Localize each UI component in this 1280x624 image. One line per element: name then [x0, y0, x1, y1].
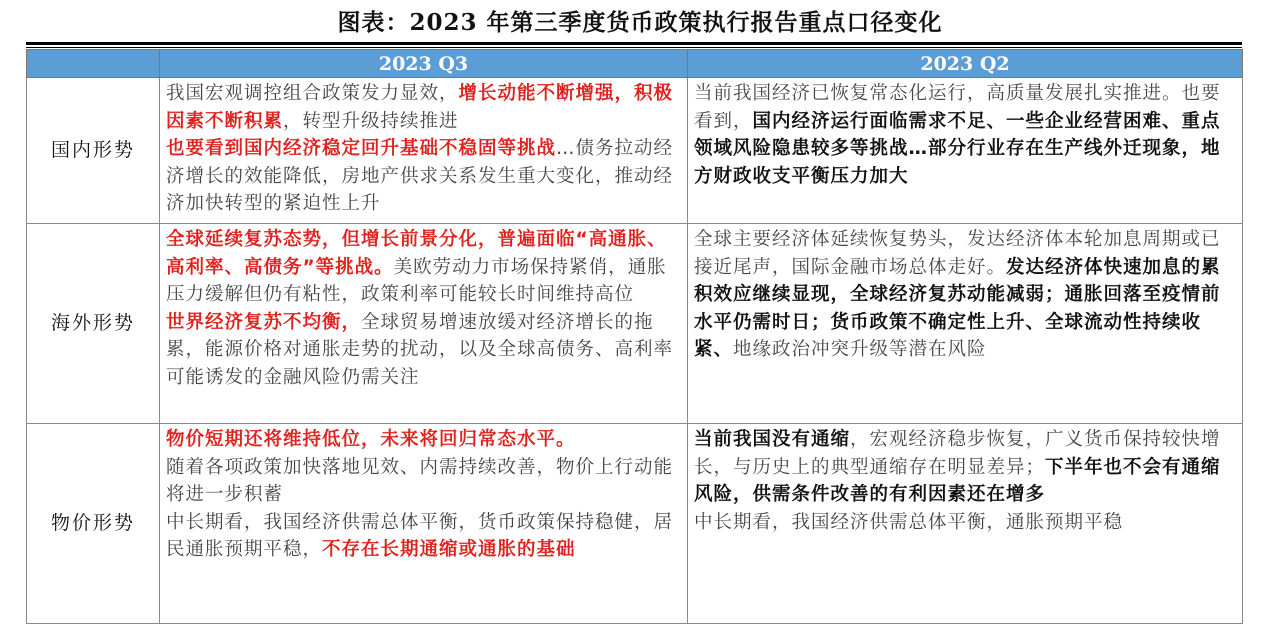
header-q2: 2023 Q2	[688, 50, 1243, 78]
page-title: 图表：2023 年第三季度货币政策执行报告重点口径变化	[337, 9, 943, 36]
table-row	[27, 78, 1243, 224]
cell-q2	[688, 224, 1243, 424]
cell-q2	[688, 424, 1243, 624]
cell-q3	[160, 424, 688, 624]
row-label: 国内形势	[27, 78, 160, 224]
highlight-red-text: 物价短期还将维持低位，未来将回归常态水平。	[166, 429, 576, 450]
cell-paragraph	[166, 226, 681, 309]
body-text: 美欧劳动力市场保持紧俏，通胀压力缓解但仍有粘性，政策利率可能较长时间维持高位	[166, 256, 667, 305]
table-row	[27, 424, 1243, 624]
body-text: ，转型升级持续推进	[283, 110, 459, 132]
cell-paragraph	[694, 226, 1236, 364]
body-text: 中长期看，我国经济供需总体平衡，货币政策保持稳健，居民通胀预期平稳，	[166, 511, 674, 560]
comparison-table	[26, 49, 1243, 624]
header-row	[27, 50, 1243, 78]
highlight-bold-text: 下半年也不会有通缩风险，供需条件改善的有利因素还在增多	[694, 456, 1221, 505]
highlight-red-text: 也要看到国内经济稳定回升基础不稳固等挑战	[166, 138, 557, 159]
body-text: 地缘政治冲突升级等潜在风险	[733, 339, 987, 360]
cell-paragraph	[694, 426, 1236, 509]
cell-q2	[688, 78, 1243, 224]
body-text: 随着各项政策加快落地见效、内需持续改善，物价上行动能将进一步积蓄	[166, 456, 674, 505]
cell-q3	[160, 224, 688, 424]
highlight-bold-text: 当前我国没有通缩	[694, 429, 851, 450]
table-row	[27, 224, 1243, 424]
body-text: ，宏观经济稳步恢复，广义货币保持较快增长，与历史上的典型通缩存在明显差异；	[694, 429, 1221, 478]
highlight-red-text: 增长动能不断增强，积极因素不断积累	[166, 83, 674, 132]
body-text: 全球贸易增速放缓对经济增长的拖累，能源价格对通胀走势的扰动，以及全球高债务、高利率可能诱发的金融风险仍需关注	[166, 311, 674, 388]
row-label: 海外形势	[27, 224, 160, 424]
cell-paragraph	[694, 80, 1236, 190]
header-corner	[27, 50, 160, 78]
title-rule-thick	[26, 42, 1242, 45]
title-rule-thin	[26, 47, 1242, 48]
cell-paragraph	[166, 80, 681, 135]
body-text: …债务拉动经济增长的效能降低，房地产供求关系发生重大变化，推动经济加快转型的紧迫性上升	[166, 138, 674, 214]
highlight-red-text: 全球延续复苏态势，但增长前景分化，普遍面临“高通胀、高利率、高债务”等挑战。	[166, 229, 667, 278]
cell-paragraph	[166, 135, 681, 218]
cell-paragraph	[694, 509, 1236, 537]
cell-paragraph	[166, 454, 681, 509]
body-text: 我国宏观调控组合政策发力显效，	[166, 83, 459, 104]
highlight-red-text: 不存在长期通缩或通胀的基础	[322, 539, 576, 560]
cell-paragraph	[166, 426, 681, 454]
cell-q3	[160, 78, 688, 224]
body-text: 当前我国经济已恢复常态化运行，高质量发展扎实推进。也要看到，	[694, 83, 1221, 132]
row-label: 物价形势	[27, 424, 160, 624]
body-text: 中长期看，我国经济供需总体平衡，通胀预期平稳	[694, 511, 1124, 533]
cell-paragraph	[166, 509, 681, 564]
header-q3: 2023 Q3	[160, 50, 688, 78]
body-text: 全球主要经济体延续恢复势头，发达经济体本轮加息周期或已接近尾声，国际金融市场总体走好。	[694, 229, 1221, 278]
highlight-bold-text: 发达经济体快速加息的累积效应继续显现，全球经济复苏动能减弱；通胀回落至疫情前水平仍需时日；货币政策不确定性上升、全球流动性持续收紧、	[694, 256, 1221, 360]
cell-paragraph	[166, 309, 681, 392]
highlight-red-text: 世界经济复苏不均衡，	[166, 311, 362, 333]
highlight-bold-text: 国内经济运行面临需求不足、一些企业经营困难、重点领域风险隐患较多等挑战…部分行业存在生产线外迁现象，地方财政收支平衡压力加大	[694, 110, 1221, 187]
